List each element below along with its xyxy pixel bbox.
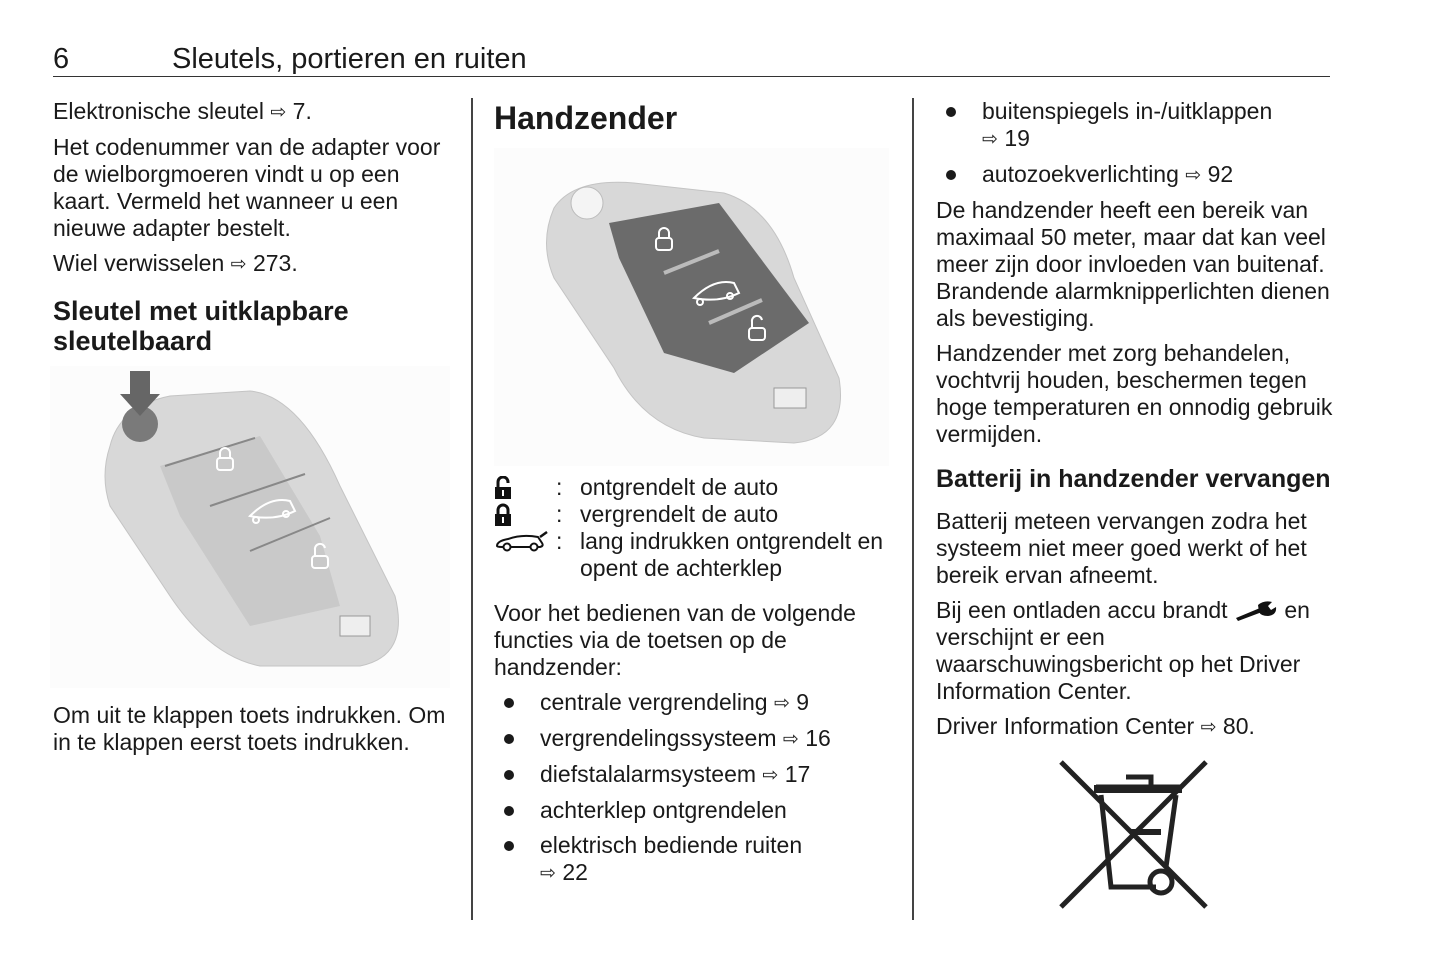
- function-list-continued: [936, 98, 1336, 189]
- page-reference-arrow-icon: ⇨: [773, 693, 790, 714]
- bullet-icon: [946, 170, 956, 180]
- bullet-icon: [504, 698, 514, 708]
- paragraph: Batterij meteen vervangen zodra het systeem niet meer goed werkt of het bereik ervan afneemt.: [936, 508, 1307, 588]
- page-reference[interactable]: 19: [1004, 125, 1030, 151]
- page-header: [53, 40, 1330, 77]
- paragraph: De handzender heeft een bereik van maximaal 50 meter, maar dat kan veel meer zijn door invloeden van buitenaf. Brandende alarmknipperlichten dienen als bevestiging.: [936, 197, 1330, 331]
- button-legend: [494, 474, 894, 582]
- list-item: elektrisch bediende ruiten ⇨ 22: [494, 832, 894, 887]
- paragraph: Wiel verwisselen ⇨ 273.: [53, 250, 298, 276]
- weee-disposal-figure: [1056, 757, 1211, 912]
- page-reference[interactable]: 16: [805, 725, 831, 751]
- figure-caption: Om uit te klappen toets indrukken. Om in te klappen eerst toets indrukken.: [53, 702, 446, 755]
- key-fob-illustration: [494, 148, 889, 466]
- wrench-warning-icon: [1234, 601, 1278, 621]
- crossed-out-bin-icon: [1056, 757, 1211, 912]
- lock-icon: [494, 503, 512, 527]
- legend-row: : ontgrendelt de auto: [494, 474, 894, 501]
- bullet-icon: [504, 841, 514, 851]
- column-1: [53, 98, 453, 764]
- page-reference[interactable]: 80.: [1222, 713, 1255, 739]
- flip-key-figure: [50, 366, 450, 688]
- page-reference-arrow-icon: ⇨: [230, 254, 247, 275]
- function-list: [494, 689, 894, 887]
- bullet-icon: [946, 107, 956, 117]
- legend-row: : vergrendelt de auto: [494, 501, 894, 528]
- page-reference-arrow-icon: ⇨: [540, 863, 556, 884]
- paragraph: Voor het bedienen van de volgende functies via de toetsen op de handzender:: [494, 600, 856, 680]
- section-heading: Batterij in handzender vervangen: [936, 465, 1331, 493]
- page-reference-arrow-icon: ⇨: [1185, 165, 1202, 186]
- list-item: buitenspiegels in-/uitklappen ⇨ 19: [936, 98, 1336, 153]
- page-reference[interactable]: 22: [562, 859, 588, 885]
- list-item: autozoekverlichting ⇨ 92: [936, 161, 1336, 189]
- page-reference-arrow-icon: ⇨: [1200, 717, 1217, 738]
- page-number: 6: [53, 43, 70, 75]
- unlock-icon: [494, 476, 512, 500]
- paragraph: Het codenummer van de adapter voor de wielborgmoeren vindt u op een kaart. Vermeld het wanneer u een nieuwe adapter bestelt.: [53, 134, 441, 241]
- page-reference[interactable]: 92: [1207, 161, 1234, 187]
- column-divider: [912, 98, 914, 920]
- section-heading: Sleutel met uitklapbare sleutelbaard: [53, 296, 349, 356]
- paragraph: Elektronische sleutel ⇨ 7.: [53, 98, 312, 124]
- page-reference[interactable]: 9: [796, 689, 810, 715]
- page-reference-arrow-icon: ⇨: [762, 765, 779, 786]
- column-divider: [471, 98, 473, 920]
- bullet-icon: [504, 806, 514, 816]
- section-heading: Handzender: [494, 100, 678, 136]
- list-item: vergrendelingssysteem ⇨ 16: [494, 725, 894, 753]
- list-item: diefstalalarmsysteem ⇨ 17: [494, 761, 894, 789]
- bullet-icon: [504, 734, 514, 744]
- page-title: Sleutels, portieren en ruiten: [172, 43, 527, 75]
- column-3: [936, 98, 1336, 912]
- page-reference[interactable]: 273.: [252, 250, 298, 276]
- page-reference[interactable]: 17: [784, 761, 811, 787]
- list-item: centrale vergrendeling ⇨ 9: [494, 689, 894, 717]
- flip-key-illustration: [50, 366, 450, 688]
- paragraph: Driver Information Center ⇨ 80.: [936, 713, 1255, 739]
- paragraph: Bij een ontladen accu brandt en verschijnt er een waarschuwingsbericht op het Driver Information Center.: [936, 597, 1310, 704]
- legend-row: : lang indrukken ontgrendelt en opent de achterklep: [494, 528, 894, 582]
- list-item: achterklep ontgrendelen: [494, 797, 894, 824]
- paragraph: Handzender met zorg behandelen, vochtvrij houden, beschermen tegen hoge temperaturen en onnodig gebruik vermijden.: [936, 340, 1333, 447]
- page-reference[interactable]: 7.: [292, 98, 312, 124]
- page-reference-arrow-icon: ⇨: [270, 102, 287, 123]
- column-2: [494, 98, 894, 895]
- key-fob-figure: [494, 148, 889, 466]
- page-reference-arrow-icon: ⇨: [782, 729, 799, 750]
- car-tailgate-icon: [494, 531, 550, 553]
- page-reference-arrow-icon: ⇨: [982, 129, 998, 150]
- bullet-icon: [504, 770, 514, 780]
